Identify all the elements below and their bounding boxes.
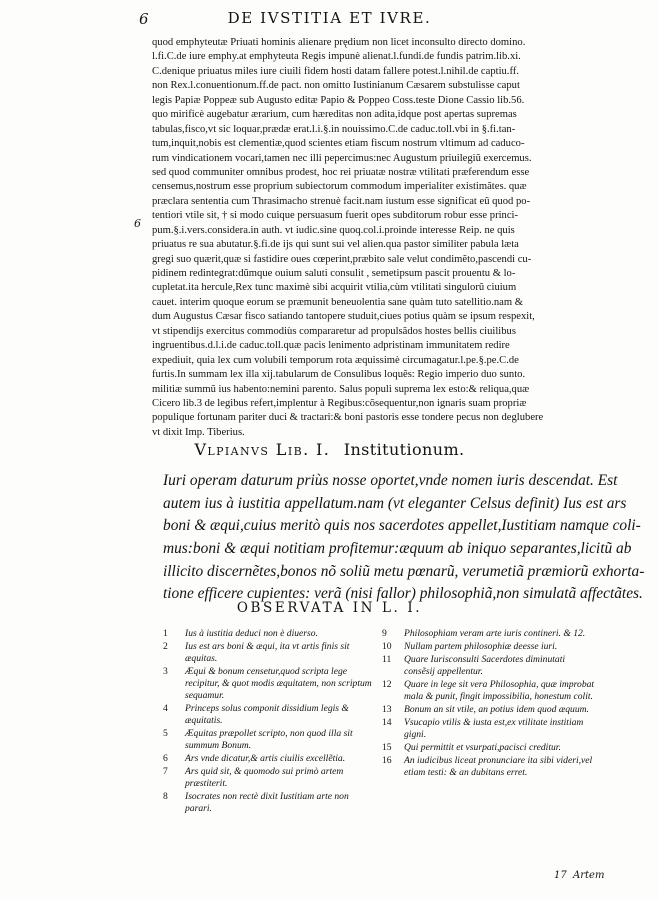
page-number: 6 [139,10,149,28]
note-text: Æquitas præpollet scripto, non quod illa sit summum Bonum. [185,728,353,751]
note-text: Nullam partem philosophiæ deesse iuri. [404,641,558,652]
note-number: 14 [382,717,392,728]
commentary-line: populique fortunam pariter duci & tractari:& boni pastoris esse tondere pecus non deglubere [152,412,544,424]
note-text: Philosophiam veram arte iuris contineri. & 12. [404,628,586,639]
note-text: Qui permittit et vsurpati,pacisci creditur. [404,742,561,753]
note-item [380,717,595,741]
commentary-line: vt stipendijs exercitus commodiùs compararetur ad propulsãdos hostes bellis ciuilibus [152,325,516,337]
commentary-line: ingruentibus.d.l.i.de caduc.toll.quæ pacis lenimento adpristinam immunitatem redire [152,340,510,352]
commentary-line: præclara sententia cum Thrasimacho strenuè facit.nam iustum esse significat eũ quod po- [152,195,531,207]
note-item [161,641,376,665]
commentary-line: legis Papiæ Poppeæ sub Augusto editæ Papio & Poppeo Coss.teste Dione Cassio lib.56. [152,94,525,106]
note-number: 13 [382,704,392,715]
commentary-line: cupletat.ita hercule,Rex tunc maximè sibi acquirit vtilia,cùm vtilitati singulorũ ciuium [152,282,517,294]
note-number: 9 [382,628,387,639]
note-item [161,766,376,790]
law-text-line: boni & æqui,cuius meritò quis nos sacerdotes appellet,Iustitiam namque coli- [163,517,641,535]
law-text-block [163,470,645,606]
commentary-line: tentiori vtile sit, † si modo cuique persuasum fuerit opes subditorum robur esse princi- [152,210,519,222]
note-item [380,628,595,640]
note-number: 5 [163,728,168,739]
note-text: Quare Iurisconsulti Sacerdotes diminutati consẽsij appellentur. [404,654,566,677]
commentary-line: expediuit, quia lex cum volubili temporum rota æquissimè circumagatur.l.pe.§.pe.C.de [152,354,519,366]
note-item [161,728,376,752]
note-item [161,703,376,727]
note-text: Princeps solus componit dissidium legis & æquitatis. [185,703,349,726]
commentary-line: rum vindicationem vocari,tamen nec illi pepercimus:nec Augustum priuilegiũ exercemus. [152,152,532,164]
note-number: 4 [163,703,168,714]
commentary-line: gregi suo quærit,quæ si fastidire oues cœperint,præbito sale velut condimẽto,pascendi cu- [152,253,532,265]
commentary-line: furtis.In summam lex illa xij.tabularum de Consulibus loquẽs: Regio imperio duo sunto. [152,369,526,381]
note-number: 12 [382,679,392,690]
law-text-line: autem ius à iustitia appellatum.nam (vt eleganter Celsus definit) Ius est ars [163,494,627,512]
note-number: 7 [163,766,168,777]
note-item [380,679,595,703]
section-author: Vlpianvs Lib. I. [194,440,331,459]
note-item [380,704,595,716]
note-number: 11 [382,654,392,665]
commentary-line: non Rex.l.conuentionum.ff.de pact. non omitto Iustinianum Cæsarem substulisse caput [152,80,520,92]
commentary-line: Cicero lib.3 de legibus refert,implentur à Regibus:cõsequentur,non ignaris suam propriæ [152,397,527,409]
commentary-line: pum.§.i.vers.considera.in auth. vt iudic.sine quoq.col.i.proinde interesse Reip. ne quis [152,224,515,236]
notes-column-right [380,628,595,780]
commentary-line: vt dixit Imp. Tiberius. [152,426,245,438]
commentary-line: priuatus re sua abutatur.§.fi.de ijs qui sunt sui vel alien.qua pastor similiter pabula læta [152,239,519,251]
note-item [380,755,595,779]
note-number: 15 [382,742,392,753]
law-text-line: illicito discernẽtes,bonos nõ soliũ metu pœnarũ, verumetiã præmiorũ exhorta- [163,562,645,580]
commentary-line: l.fi.C.de iure emphy.at emphyteuta Regis impunè alienat.l.fundi.de fundis patrim.lib.xi. [152,51,521,63]
commentary-line: pidinem redintegrat:dũmque ouium saluti consulit , semetipsum pascit prouentu & lo- [152,268,516,279]
note-number: 6 [163,753,168,764]
commentary-line: quo mirificè augebatur ærarium, cum hæreditas non adita,idque post apertas supremas [152,109,517,121]
commentary-line: censemus,nostrum esse proprium subiectorum commodum imperialiter existimãtes. quæ [152,181,527,193]
commentary-line: cauet. interim quoque eorum se præmunit beneuolentia sane quàm tuto satellitio.nam & [152,296,523,308]
note-item [161,791,376,815]
commentary-line: quod emphyteutæ Priuati hominis alienare prędium non licet inconsulto directo domino. [152,37,526,48]
commentary-line: tum,inquit,nobis est clementiæ,quod scientes etiam fiscum nostrum vltimum ad caduco- [152,138,525,150]
note-item [161,628,376,640]
commentary-line: C.denique priuatus miles iure ciuili fidem hosti datam fallere potest.l.nihil.de captiu.ff. [152,65,519,77]
commentary-block [152,36,604,440]
notes-column-left [161,628,376,816]
note-number: 3 [163,666,168,677]
note-text: Ars vnde dicatur,& artis ciuilis excellẽtia. [185,753,346,764]
running-head: DE IVSTITIA ET IVRE. [227,9,432,27]
note-text: Vsucapio vtilis & iusta est,ex vtilitate institiam gigni. [404,717,584,740]
note-text: Isocrates non rectè dixit Iustitiam arte non parari. [185,791,349,814]
note-text: An iudicibus liceat pronunciare ita sibi videri,vel etiam testi: & an dubitans erret. [404,755,593,778]
margin-note-number: 6 [134,217,141,230]
note-text: Æqui & bonum censetur,quod scripta lege recipitur, & quot modis æquitatem, non scriptum sequamur. [185,666,372,701]
note-number: 1 [163,628,168,639]
law-text-line: tione efficere cupientes: verã (nisi fallor) philosophiã,non simulatã affectãtes. [163,585,643,603]
note-number: 8 [163,791,168,802]
commentary-line: tabulas,fisco,vt sic loquar,prædæ erat.l.i.§.in nouissimo.C.de caduc.toll.vbi in §.fi.tan- [152,123,516,135]
commentary-line: militiæ summũ ius habento:nemini parento. Salus populi suprema lex esto:& reliqua,quæ [152,383,530,395]
note-item [380,654,595,678]
note-text: Ius à iustitia deduci non è diuerso. [185,628,318,639]
page-header [0,4,659,30]
catchword-number: 17 [554,870,567,881]
note-text: Quare in lege sit vera Philosophia, quæ improbat mala & punit, fingit impossibilia, honestum colit. [404,679,595,702]
observata-title: OBSERVATA IN L. I. [236,600,423,616]
section-title [0,440,659,459]
law-text-line: Iuri operam daturum priùs nosse oportet,vnde nomen iuris descendat. Est [163,472,618,489]
catchword-line [0,870,659,884]
note-number: 16 [382,755,392,766]
note-item [161,753,376,765]
commentary-line: sed quod communiter omnibus prodest, hoc rei priuatæ nostræ vtilitati præferendum esse [152,166,530,178]
note-number: 2 [163,641,168,652]
note-item [380,742,595,754]
commentary-line: dum Augustus Cæsar fisco satiando tantopere studuit,ciues potius quàm se ipsum respexit, [152,311,535,323]
note-text: Ius est ars boni & æqui, ita vt artis finis sit æquitas. [185,641,350,664]
section-work: Institutionum. [343,440,465,459]
catchword: Artem [573,870,605,881]
note-item [380,641,595,653]
law-text-line: mus:boni & æqui notitiam profitemur:æquum ab iniquo separantes,licitũ ab [163,540,632,558]
note-text: Bonum an sit vtile, an potius idem quod æquum. [404,704,589,715]
note-text: Ars quid sit, & quomodo sui primò artem præstiterit. [185,766,344,789]
note-item [161,666,376,702]
note-number: 10 [382,641,392,652]
